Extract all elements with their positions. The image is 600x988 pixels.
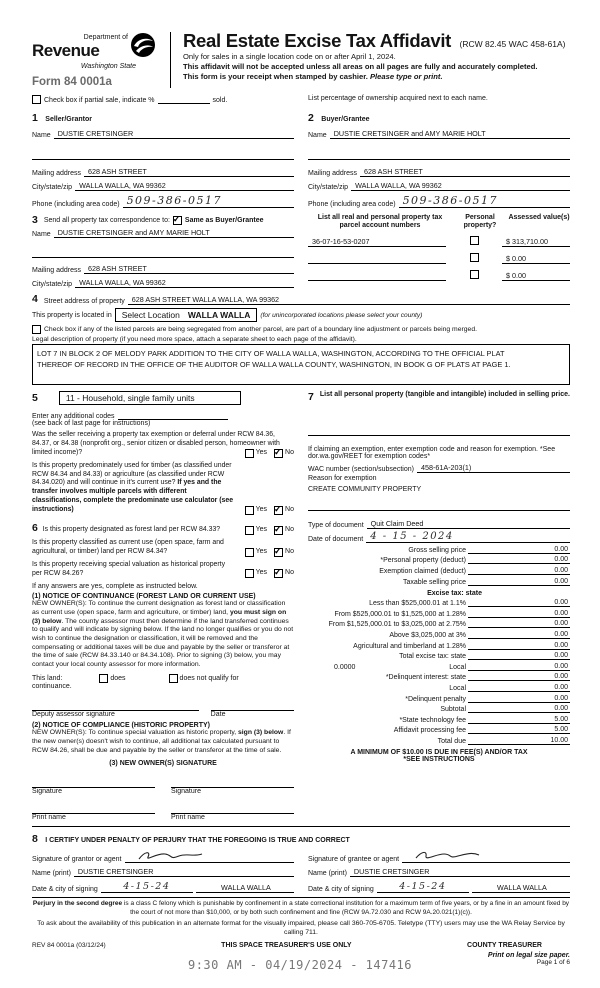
tax-label: *Personal property (deduct) bbox=[380, 557, 466, 565]
no-label: No bbox=[285, 526, 294, 534]
local-rate-value: 0.0000 bbox=[334, 663, 356, 671]
question-text: Is this property predominately used for timber (as classified under RCW 84.34 and 84.33) or agriculture (as classified under RCW 84.34.020) and will continue in it's current use? bbox=[32, 461, 232, 487]
section-5-num: 5 bbox=[32, 392, 38, 405]
corr-city-label: City/state/zip bbox=[32, 281, 73, 288]
parcel-number: 36-07-16-53-0207 bbox=[308, 237, 446, 247]
section-7-title: List all personal property (tangible and intangible) included in selling price. bbox=[319, 391, 570, 399]
county-treasurer-label: COUNTY TREASURER bbox=[467, 941, 542, 949]
yes-label: Yes bbox=[255, 569, 268, 577]
assessed-value-col-header: Assessed value(s) bbox=[508, 214, 570, 221]
assessed-value: $ 0.00 bbox=[502, 254, 570, 264]
reason-exemption-label: Reason for exemption bbox=[308, 475, 377, 483]
partial-sale-checkbox[interactable] bbox=[32, 95, 41, 104]
personal-property-checkbox[interactable] bbox=[470, 253, 479, 262]
tax-value: 0.00 bbox=[526, 642, 570, 650]
yes-label: Yes bbox=[255, 505, 268, 513]
notice-compliance-body bbox=[32, 729, 294, 755]
no-label: No bbox=[285, 448, 294, 456]
notice-continuance-title: (1) NOTICE OF CONTINUANCE (FOREST LAND OR CURRENT USE) bbox=[32, 593, 256, 601]
notice-continuance-body bbox=[32, 600, 294, 669]
tax-label: Total due bbox=[437, 737, 466, 745]
historical-no-checkbox[interactable] bbox=[274, 569, 283, 578]
tty-note: To ask about the availability of this publication in an alternate format for the visually impaired, please call 360-705-6705. Teletype (TTY) users may use the WA Relay Service by calling 711. bbox=[37, 920, 565, 936]
parcel-table bbox=[308, 214, 570, 288]
section-8-num: 8 bbox=[32, 833, 38, 846]
deputy-signature-label: Deputy assessor signature bbox=[32, 711, 115, 719]
historical-yes-checkbox[interactable] bbox=[245, 569, 254, 578]
corr-city-value: WALLA WALLA, WA 99362 bbox=[75, 278, 294, 288]
buyer-phone-label: Phone (including area code) bbox=[308, 201, 396, 208]
seller-name-value: DUSTIE CRETSINGER bbox=[54, 129, 294, 139]
subtitle-1: Only for sales in a single location code on or after April 1, 2024. bbox=[183, 52, 396, 61]
tax-value: 0.00 bbox=[526, 684, 570, 692]
owner-printname-line bbox=[32, 805, 155, 814]
segregated-checkbox[interactable] bbox=[32, 325, 41, 334]
notice-compliance-title: (2) NOTICE OF COMPLIANCE (HISTORIC PROPERTY) bbox=[32, 722, 210, 730]
signature-label: Signature bbox=[171, 788, 201, 796]
tax-value: 0.00 bbox=[526, 610, 570, 618]
legal-description-line1: LOT 7 IN BLOCK 2 OF MELODY PARK ADDITION TO THE CITY OF WALLA WALLA, WASHINGTON, ACCORDING TO THE OFFICIAL PLAT bbox=[37, 349, 505, 358]
parcel-row bbox=[308, 270, 570, 281]
see-instructions-note: *SEE INSTRUCTIONS bbox=[403, 755, 475, 763]
perjury-rest: is a class C felony which is punishable by confinement in a state correctional institution for a maximum term of five years, or by a fine in an amount fixed by the court of not more than $10,000, or by both such confinement and fine (RCW 9A.72.030 and RCW 9A.20.021(1)(c)). bbox=[122, 900, 570, 916]
page-number: Page 1 of 6 bbox=[536, 959, 570, 966]
no-label: No bbox=[285, 547, 294, 555]
section-property bbox=[32, 293, 570, 385]
tax-row bbox=[308, 684, 570, 692]
see-back-note: (see back of last page for instructions) bbox=[32, 420, 151, 428]
tax-row bbox=[308, 631, 570, 639]
ownership-note: List percentage of ownership acquired next to each name. bbox=[308, 95, 488, 102]
yes-label: Yes bbox=[255, 547, 268, 555]
new-owner-signature-title: (3) NEW OWNER(S) SIGNATURE bbox=[109, 760, 217, 768]
notice-text-bold: sign (3) below bbox=[238, 729, 284, 737]
tax-leader bbox=[468, 659, 526, 660]
tax-leader bbox=[468, 723, 526, 724]
correspondence-label: Send all property tax correspondence to: bbox=[43, 216, 170, 224]
tax-leader bbox=[468, 574, 526, 575]
corr-name-value: DUSTIE CRETSINGER and AMY MARIE HOLT bbox=[54, 228, 294, 238]
tax-label: Gross selling price bbox=[408, 546, 466, 554]
question-current-use bbox=[32, 539, 294, 557]
parcel-number bbox=[308, 255, 446, 264]
doc-type-value: Quit Claim Deed bbox=[367, 519, 570, 529]
continuance-label: continuance. bbox=[32, 683, 72, 691]
tax-value: 0.00 bbox=[526, 663, 570, 671]
this-land-label: This land: bbox=[32, 675, 63, 683]
tax-leader bbox=[468, 585, 526, 586]
yes-label: Yes bbox=[255, 448, 268, 456]
tax-value: 0.00 bbox=[526, 599, 570, 607]
print-note: Print on legal size paper. bbox=[487, 952, 570, 959]
rcw-reference: (RCW 82.45 WAC 458-61A) bbox=[459, 39, 566, 49]
timber-no-checkbox[interactable] bbox=[274, 506, 283, 515]
section-4-num: 4 bbox=[32, 293, 38, 305]
section-6-num: 6 bbox=[32, 521, 38, 534]
tax-row bbox=[308, 556, 570, 564]
tax-value: 0.00 bbox=[526, 705, 570, 713]
tax-value: 0.00 bbox=[526, 652, 570, 660]
does-not-label: does not qualify for bbox=[179, 675, 239, 683]
partial-sale-percent-line bbox=[158, 95, 210, 104]
wac-number-value: 458-61A-203(1) bbox=[417, 463, 570, 473]
notice-text: NEW OWNER(S): To continue the current designation as forest land or classification as current use (open space, farm and agriculture, or timber) land, bbox=[32, 600, 286, 617]
segregated-label: Check box if any of the listed parcels are being segregated from another parcel, are part of a boundary line adjustment or parcels being merged. bbox=[44, 326, 477, 333]
tax-label: From $1,525,000.01 to $3,025,000 at 2.75% bbox=[328, 621, 466, 629]
notice-text: . If the new owner(s) doesn't wish to continue, all additional tax calculated pursuant to RCW 84.26, shall be due and payable by the seller or transferor at the time of sale. bbox=[32, 729, 291, 754]
deputy-signature-line bbox=[32, 702, 199, 711]
grantee-date-label: Date & city of signing bbox=[308, 886, 374, 894]
currentuse-yes-checkbox[interactable] bbox=[245, 548, 254, 557]
tax-label: Exemption claimed (deduct) bbox=[379, 568, 466, 575]
section-correspondence bbox=[32, 214, 294, 288]
notice-text-bold: you must sign on (3) below bbox=[32, 609, 287, 625]
question-text: Was the seller receiving a property tax exemption or deferral under RCW 84.36, 84.37, or 84.38 (nonprofit org., senior citizen or disabled person, homeowner with limited income)? bbox=[32, 431, 280, 456]
no-label: No bbox=[285, 569, 294, 577]
tax-leader bbox=[468, 712, 526, 713]
timber-yes-checkbox[interactable] bbox=[245, 506, 254, 515]
tax-label: Local bbox=[449, 684, 466, 692]
tax-row bbox=[308, 567, 570, 575]
assessed-value: $ 313,710.00 bbox=[502, 237, 570, 247]
tax-row bbox=[308, 695, 570, 703]
additional-codes-line bbox=[118, 411, 228, 420]
tax-row bbox=[308, 599, 570, 607]
tax-row bbox=[308, 546, 570, 554]
grantee-sig-label: Signature of grantee or agent bbox=[308, 856, 400, 864]
tax-label: *Delinquent interest: state bbox=[385, 674, 466, 682]
tax-value: 0.00 bbox=[526, 631, 570, 639]
grantor-signature-squiggle bbox=[135, 849, 205, 862]
buyer-city-value: WALLA WALLA, WA 99362 bbox=[351, 181, 570, 191]
seller-mailing-value: 628 ASH STREET bbox=[84, 167, 294, 177]
seller-mailing-label: Mailing address bbox=[32, 170, 82, 177]
revenue-logo-block bbox=[32, 30, 160, 88]
form-number: Form 84 0001a bbox=[32, 76, 112, 88]
header-divider bbox=[170, 32, 171, 88]
buyer-city-label: City/state/zip bbox=[308, 184, 349, 191]
grantor-signature bbox=[125, 849, 294, 863]
located-in-label: This property is located in bbox=[32, 311, 112, 319]
tax-value: 5.00 bbox=[526, 726, 570, 734]
does-label: does bbox=[110, 675, 126, 683]
tax-value: 0.00 bbox=[526, 567, 570, 575]
question-timber-agriculture bbox=[32, 462, 294, 515]
seller-city-label: City/state/zip bbox=[32, 184, 73, 191]
additional-codes-label: Enter any additional codes bbox=[32, 413, 115, 421]
section-1-num: 1 bbox=[32, 112, 38, 124]
tax-leader bbox=[468, 627, 526, 628]
subtitle-3: This form is your receipt when stamped by cashier. bbox=[183, 72, 368, 82]
form-header bbox=[32, 30, 570, 88]
tax-row bbox=[308, 673, 570, 681]
tax-label: Local bbox=[449, 663, 466, 671]
question-forest-land bbox=[32, 522, 294, 535]
tax-row-local bbox=[308, 663, 570, 671]
doc-type-label: Type of document bbox=[308, 522, 364, 530]
tax-value: 0.00 bbox=[526, 620, 570, 628]
seller-phone-value: 509-386-0517 bbox=[123, 194, 294, 208]
corr-mailing-label: Mailing address bbox=[32, 267, 82, 274]
print-note-block bbox=[488, 952, 570, 966]
exemption-note: If claiming an exemption, enter exemption code and reason for exemption. *See dor.wa.gov/REET for exemption codes* bbox=[308, 446, 556, 461]
question-exemption-deferral bbox=[32, 431, 294, 457]
section-2-num: 2 bbox=[308, 112, 314, 124]
grantee-signature-squiggle bbox=[412, 849, 482, 862]
land-use-code-box[interactable]: 11 - Household, single family units bbox=[59, 391, 241, 405]
doc-date-value: 4 - 15 - 2024 bbox=[366, 531, 570, 543]
section-seller bbox=[32, 108, 294, 208]
grantee-signature bbox=[402, 849, 570, 863]
location-select[interactable] bbox=[115, 308, 258, 322]
signature-label: Signature bbox=[32, 788, 62, 796]
grantee-date-value: 4-15-24 bbox=[377, 881, 469, 893]
revenue-wordmark: Revenue bbox=[32, 41, 100, 60]
grantor-city-value: WALLA WALLA bbox=[196, 883, 294, 893]
tax-leader bbox=[468, 680, 526, 681]
corr-mailing-value: 628 ASH STREET bbox=[84, 264, 294, 274]
section-2-title: Buyer/Grantee bbox=[321, 116, 370, 123]
location-select-value: WALLA WALLA bbox=[187, 310, 251, 320]
tax-label: Total excise tax: state bbox=[399, 653, 466, 661]
tax-leader bbox=[468, 702, 526, 703]
does-qualify-checkbox[interactable] bbox=[99, 674, 108, 683]
minimum-due-note: A MINIMUM OF $10.00 IS DUE IN FEE(S) AND/OR TAX bbox=[350, 748, 528, 756]
same-as-buyer-label: Same as Buyer/Grantee bbox=[184, 216, 264, 224]
grantor-name-value: DUSTIE CRETSINGER bbox=[74, 867, 294, 877]
owner-printname-line bbox=[171, 805, 294, 814]
tax-label: Less than $525,000.01 at 1.1% bbox=[369, 600, 466, 608]
exemption-yes-checkbox[interactable] bbox=[245, 449, 254, 458]
tax-leader bbox=[468, 563, 526, 564]
tax-leader bbox=[468, 691, 526, 692]
personal-property-checkbox[interactable] bbox=[470, 236, 479, 245]
street-address-label: Street address of property bbox=[43, 298, 125, 305]
reason-line2 bbox=[308, 502, 570, 511]
legal-description-label: Legal description of property (if you need more space, attach a separate sheet to each page of the affidavit). bbox=[32, 336, 357, 343]
currentuse-no-checkbox[interactable] bbox=[274, 548, 283, 557]
tax-leader bbox=[468, 638, 526, 639]
location-select-placeholder: Select Location bbox=[121, 310, 180, 320]
seller-name-label: Name bbox=[32, 132, 51, 139]
tax-value: 0.00 bbox=[526, 673, 570, 681]
washington-state-label: Washington State bbox=[80, 63, 136, 70]
section-1-title: Seller/Grantor bbox=[45, 116, 92, 123]
tax-leader bbox=[468, 733, 526, 734]
tax-row bbox=[308, 578, 570, 586]
tax-value: 0.00 bbox=[526, 578, 570, 586]
parcel-col-header: List all real and personal property tax parcel account numbers bbox=[317, 214, 443, 230]
tax-leader bbox=[468, 617, 526, 618]
parcel-row bbox=[308, 236, 570, 247]
perjury-note bbox=[32, 900, 570, 917]
deputy-date-label: Date bbox=[210, 711, 226, 719]
section-certify bbox=[32, 826, 570, 893]
section-5-6-column bbox=[32, 391, 294, 821]
notice-text: NEW OWNER(S): To continue special valuation as historic property, bbox=[32, 729, 238, 737]
buyer-name2-line bbox=[308, 151, 570, 160]
tax-label: Affidavit processing fee bbox=[393, 727, 466, 735]
exemption-no-checkbox[interactable] bbox=[274, 449, 283, 458]
corr-name2-line bbox=[32, 249, 294, 258]
tax-label: Above $3,025,000 at 3% bbox=[389, 631, 466, 639]
print-name-label: Print name bbox=[32, 814, 66, 822]
tax-row bbox=[308, 705, 570, 713]
located-in-note: (for unincorporated locations please select your county) bbox=[260, 311, 423, 319]
question-text: Is this property classified as current use (open space, farm and agricultural, or timber) land per RCW 84.34? bbox=[32, 539, 224, 555]
grantor-name-label: Name (print) bbox=[32, 870, 71, 878]
grantor-date-label: Date & city of signing bbox=[32, 886, 98, 894]
tax-label: From $525,000.01 to $1,525,000 at 1.28% bbox=[334, 610, 466, 618]
dept-of-label: Department of bbox=[83, 34, 128, 41]
tax-row bbox=[308, 726, 570, 734]
grantee-city-value: WALLA WALLA bbox=[472, 883, 570, 893]
print-name-label: Print name bbox=[171, 814, 205, 822]
tax-value: 0.00 bbox=[526, 695, 570, 703]
reason-exemption-value: CREATE COMMUNITY PROPERTY bbox=[308, 486, 422, 494]
excise-tax-state-header: Excise tax: state bbox=[427, 589, 482, 597]
perjury-bold: Perjury in the second degree bbox=[32, 900, 123, 908]
tax-row bbox=[308, 642, 570, 650]
legal-description-box bbox=[32, 344, 570, 385]
tax-label: *Delinquent penalty bbox=[405, 695, 466, 703]
section-buyer bbox=[308, 108, 570, 208]
buyer-mailing-label: Mailing address bbox=[308, 170, 358, 177]
tax-row bbox=[308, 652, 570, 660]
tax-value: 10.00 bbox=[526, 737, 570, 745]
if-yes-note: If any answers are yes, complete as instructed below. bbox=[32, 583, 198, 591]
tax-value: 5.00 bbox=[526, 716, 570, 724]
yes-label: Yes bbox=[255, 526, 268, 534]
partial-sale-label: Check box if partial sale, indicate % bbox=[44, 97, 155, 104]
seller-name2-line bbox=[32, 151, 294, 160]
rev-number: REV 84 0001a (03/12/24) bbox=[32, 941, 106, 949]
page-title: Real Estate Excise Tax Affidavit bbox=[183, 30, 452, 51]
buyer-mailing-value: 628 ASH STREET bbox=[360, 167, 570, 177]
forest-no-checkbox[interactable] bbox=[274, 526, 283, 535]
treasurer-space-label: THIS SPACE TREASURER'S USE ONLY bbox=[221, 941, 352, 949]
owner-signature-line bbox=[171, 779, 294, 788]
deputy-date-line bbox=[211, 702, 294, 711]
parcel-row bbox=[308, 253, 570, 264]
question-historical bbox=[32, 561, 294, 579]
personal-property-checkbox[interactable] bbox=[470, 270, 479, 279]
section-3-num: 3 bbox=[32, 214, 38, 226]
tax-label: Subtotal bbox=[440, 706, 466, 714]
subtitle-2: This affidavit will not be accepted unless all areas on all pages are fully and accurately completed. bbox=[183, 62, 538, 72]
certify-statement: I CERTIFY UNDER PENALTY OF PERJURY THAT THE FOREGOING IS TRUE AND CORRECT bbox=[45, 837, 350, 845]
grantor-sig-label: Signature of grantor or agent bbox=[32, 856, 122, 864]
street-address-value: 628 ASH STREET WALLA WALLA, WA 99362 bbox=[128, 295, 570, 305]
tax-row bbox=[308, 610, 570, 618]
buyer-name-value: DUSTIE CRETSINGER and AMY MARIE HOLT bbox=[330, 129, 570, 139]
tax-leader bbox=[468, 744, 526, 745]
same-as-buyer-checkbox[interactable] bbox=[173, 216, 182, 225]
no-label: No bbox=[285, 505, 294, 513]
tax-leader bbox=[468, 670, 526, 671]
tax-value: 0.00 bbox=[526, 556, 570, 564]
tax-row bbox=[308, 620, 570, 628]
buyer-phone-value: 509-386-0517 bbox=[399, 194, 570, 208]
tax-leader bbox=[468, 606, 526, 607]
seller-phone-label: Phone (including area code) bbox=[32, 201, 120, 208]
does-not-qualify-checkbox[interactable] bbox=[169, 674, 178, 683]
section-7-num: 7 bbox=[308, 391, 314, 404]
subtitle-3-note: Please type or print. bbox=[369, 72, 443, 82]
forest-yes-checkbox[interactable] bbox=[245, 526, 254, 535]
grantor-date-value: 4-15-24 bbox=[101, 881, 193, 893]
tax-label: Agricultural and timberland at 1.28% bbox=[353, 642, 466, 650]
tax-row bbox=[308, 737, 570, 745]
section-7-tax-column bbox=[308, 391, 570, 821]
personal-property-col-header: Personal property? bbox=[463, 214, 497, 230]
revenue-swirl-icon bbox=[130, 32, 156, 63]
question-text-bold: If yes and the transfer involves multiple parcels with different classifications, complete the predominate use calculator (see instructions) bbox=[32, 479, 234, 513]
corr-name-label: Name bbox=[32, 231, 51, 238]
cashier-stamp: 9:30 AM - 04/19/2024 - 147416 bbox=[187, 958, 412, 972]
wac-number-label: WAC number (section/subsection) bbox=[308, 466, 414, 474]
legal-description-line2: THEREOF OF RECORD IN THE OFFICE OF THE AUDITOR OF WALLA WALLA COUNTY, WASHINGTON, IN BOOK G OF PLATS AT PAGE 1. bbox=[37, 360, 511, 370]
tax-leader bbox=[468, 553, 526, 554]
tax-label: Taxable selling price bbox=[402, 578, 466, 586]
grantee-name-label: Name (print) bbox=[308, 870, 347, 878]
doc-date-label: Date of document bbox=[308, 536, 364, 544]
tax-leader bbox=[468, 649, 526, 650]
notice-text: . The county assessor must then determine if the land transferred continues to qualify and will indicate by signing below. If the land no longer qualifies or you do not wish to continue the designation or classification, it will be removed and the compensating or additional taxes will be due and payable by the seller or transferor at the time of sale (RCW 84.33.140 or 84.34.108). Prior to signing (3) below, you may contact your local county assessor for more information. bbox=[32, 617, 294, 668]
grantee-name-value: DUSTIE CRETSINGER bbox=[350, 867, 570, 877]
assessed-value: $ 0.00 bbox=[502, 271, 570, 281]
question-text: Is this property designated as forest land per RCW 84.33? bbox=[42, 525, 221, 533]
personal-property-line bbox=[308, 427, 570, 436]
tax-row bbox=[308, 716, 570, 724]
parcel-number bbox=[308, 272, 446, 281]
owner-signature-line bbox=[32, 779, 155, 788]
tax-label: *State technology fee bbox=[399, 716, 466, 724]
seller-city-value: WALLA WALLA, WA 99362 bbox=[75, 181, 294, 191]
buyer-name-label: Name bbox=[308, 132, 327, 139]
tax-value: 0.00 bbox=[526, 546, 570, 554]
question-text: Is this property receiving special valuation as historical property per RCW 84.26? bbox=[32, 560, 226, 577]
partial-sale-sold-label: sold. bbox=[212, 97, 228, 104]
